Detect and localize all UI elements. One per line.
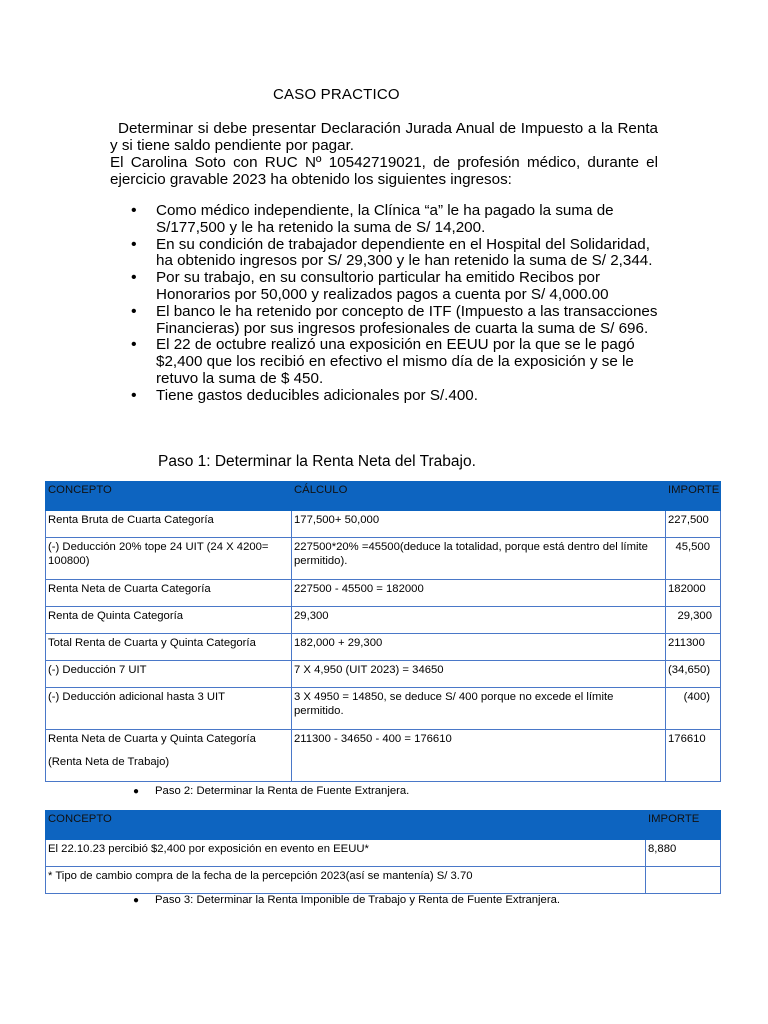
header-importe: IMPORTE (666, 482, 721, 511)
table-row (46, 538, 721, 580)
table-header-row (46, 482, 721, 511)
renta-neta-table (45, 481, 721, 782)
table-row (46, 867, 721, 894)
cell-importe: 227,500 (666, 511, 721, 538)
bullet-icon: ● (133, 786, 140, 797)
cell-importe: 8,880 (646, 840, 721, 867)
cell-concepto: Renta de Quinta Categoría (46, 607, 292, 634)
cell-calculo: 227500*20% =45500(deduce la totalidad, porque está dentro del límite permitido). (292, 538, 666, 580)
table-row (46, 580, 721, 607)
cell-importe (646, 867, 721, 894)
cell-importe: 211300 (666, 634, 721, 661)
table-row (46, 607, 721, 634)
cell-importe: (400) (666, 688, 721, 730)
step-2-text: Paso 2: Determinar la Renta de Fuente Extranjera. (155, 785, 410, 797)
intro-paragraph-1: Determinar si debe presentar Declaración Jurada Anual de Impuesto a la Renta y si tiene saldo pendiente por pagar. (110, 120, 658, 154)
cell-concepto-line-1: Renta Neta de Cuarta y Quinta Categoría (48, 733, 256, 745)
cell-importe: 182000 (666, 580, 721, 607)
list-item: • En su condición de trabajador dependiente en el Hospital del Solidaridad, ha obtenido ingresos por S/ 29,300 y le han retenido la suma de S/ 2,344. (110, 237, 658, 271)
cell-importe: 176610 (666, 730, 721, 782)
cell-calculo: 182,000 + 29,300 (292, 634, 666, 661)
cell-calculo: 227500 - 45500 = 182000 (292, 580, 666, 607)
step-2-heading (133, 785, 409, 797)
header-concepto: CONCEPTO (46, 482, 292, 511)
cell-concepto-line-2: (Renta Neta de Trabajo) (48, 756, 170, 768)
cell-importe: 29,300 (666, 607, 721, 634)
cell-importe: 45,500 (666, 538, 721, 580)
table-row (46, 634, 721, 661)
step-1-heading: Paso 1: Determinar la Renta Neta del Trabajo. (158, 453, 476, 470)
income-list (110, 203, 658, 405)
list-item: • Tiene gastos deducibles adicionales por S/.400. (110, 388, 658, 405)
list-item: • Por su trabajo, en su consultorio particular ha emitido Recibos por Honorarios por 50,000 y realizados pagos a cuenta por S/ 4,000.00 (110, 270, 658, 304)
intro-paragraph-2: El Carolina Soto con RUC Nº 10542719021, de profesión médico, durante el ejercicio gravable 2023 ha obtenido los siguientes ingresos: (110, 154, 658, 188)
document-title: CASO PRACTICO (273, 86, 400, 103)
step-3-heading (133, 894, 560, 906)
renta-extranjera-table (45, 810, 721, 894)
table-row (46, 511, 721, 538)
cell-concepto: (-) Deducción 20% tope 24 UIT (24 X 4200= 100800) (46, 538, 292, 580)
list-item: • Como médico independiente, la Clínica “a” le ha pagado la suma de S/177,500 y le ha retenido la suma de S/ 14,200. (110, 203, 658, 237)
cell-concepto (46, 730, 292, 782)
cell-concepto: Total Renta de Cuarta y Quinta Categoría (46, 634, 292, 661)
cell-concepto: El 22.10.23 percibió $2,400 por exposición en evento en EEUU* (46, 840, 646, 867)
cell-concepto: Renta Neta de Cuarta Categoría (46, 580, 292, 607)
table-header-row (46, 811, 721, 840)
cell-calculo: 29,300 (292, 607, 666, 634)
cell-concepto: * Tipo de cambio compra de la fecha de la percepción 2023(así se mantenía) S/ 3.70 (46, 867, 646, 894)
cell-concepto: (-) Deducción adicional hasta 3 UIT (46, 688, 292, 730)
list-item: • El banco le ha retenido por concepto de ITF (Impuesto a las transacciones Financieras) por sus ingresos profesionales de cuarta la suma de S/ 696. (110, 304, 658, 338)
cell-importe: (34,650) (666, 661, 721, 688)
intro-section (110, 120, 658, 188)
cell-calculo: 3 X 4950 = 14850, se deduce S/ 400 porque no excede el límite permitido. (292, 688, 666, 730)
cell-concepto: (-) Deducción 7 UIT (46, 661, 292, 688)
header-concepto: CONCEPTO (46, 811, 646, 840)
list-item: • El 22 de octubre realizó una exposición en EEUU por la que se le pagó $2,400 que los recibió en efectivo el mismo día de la exposición y se le retuvo la suma de $ 450. (110, 337, 658, 387)
table-row (46, 730, 721, 782)
header-importe: IMPORTE (646, 811, 721, 840)
header-calculo: CÁLCULO (292, 482, 666, 511)
table-row (46, 688, 721, 730)
table-row (46, 661, 721, 688)
cell-concepto: Renta Bruta de Cuarta Categoría (46, 511, 292, 538)
step-3-text: Paso 3: Determinar la Renta Imponible de Trabajo y Renta de Fuente Extranjera. (155, 894, 561, 906)
bullet-icon: ● (133, 895, 140, 906)
table-row (46, 840, 721, 867)
cell-calculo: 7 X 4,950 (UIT 2023) = 34650 (292, 661, 666, 688)
cell-calculo: 211300 - 34650 - 400 = 176610 (292, 730, 666, 782)
cell-calculo: 177,500+ 50,000 (292, 511, 666, 538)
